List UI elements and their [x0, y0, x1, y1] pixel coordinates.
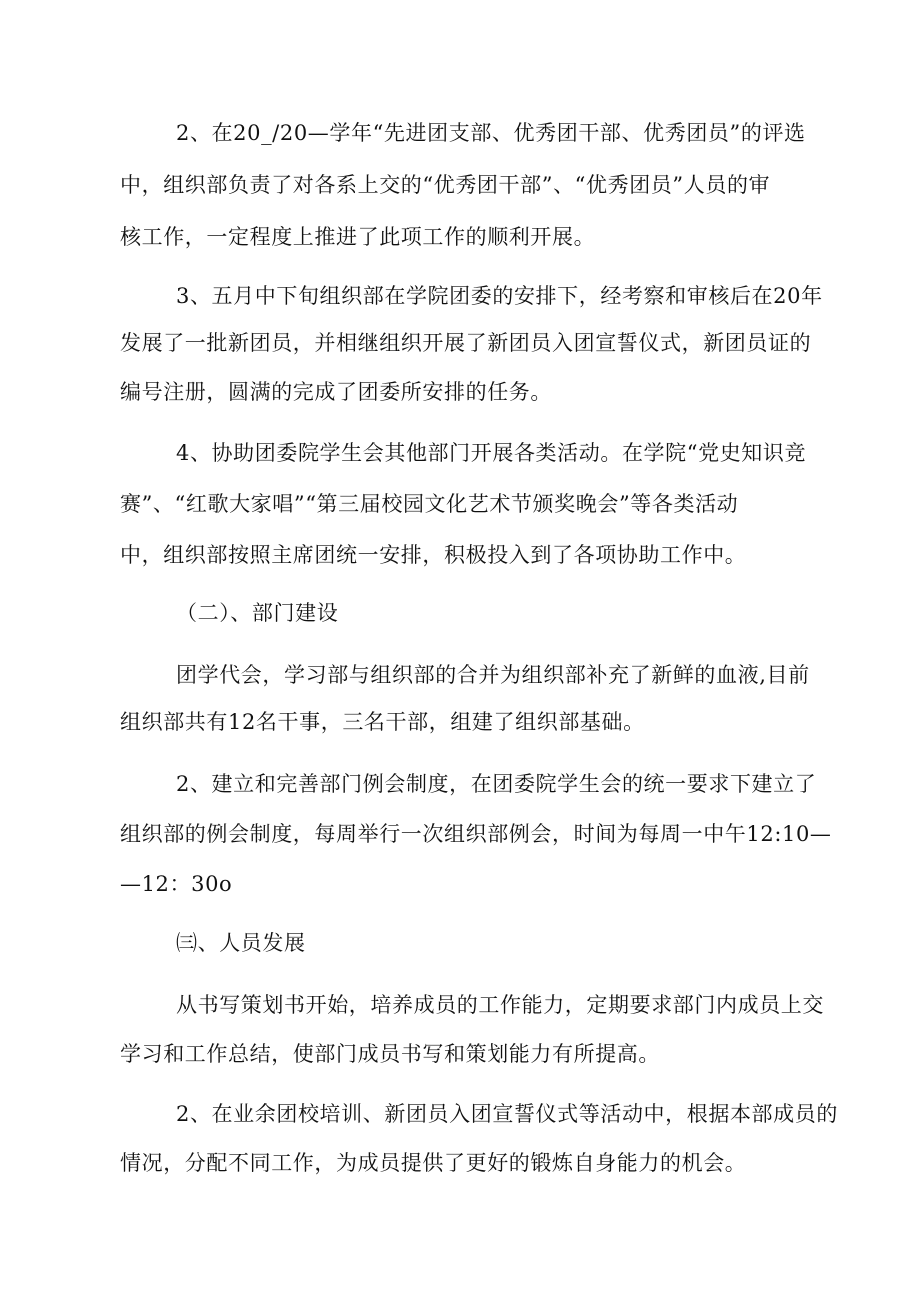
text-line: 核工作，一定程度上推进了此项工作的顺利开展。 — [120, 225, 596, 249]
text-line: 组织部的例会制度，每周举行一次组织部例会，时间为每周一中午12:10— — [120, 822, 832, 846]
section-heading: （二）、部门建设 — [176, 601, 339, 625]
text-line: 2、在业余团校培训、新团员入团宣誓仪式等活动中，根据本部成员的 — [176, 1102, 838, 1126]
text-line: 2、建立和完善部门例会制度，在团委院学生会的统一要求下建立了 — [176, 772, 817, 796]
text-line: —12：30o — [120, 872, 233, 896]
text-line: 编号注册，圆满的完成了团委所安排的任务。 — [120, 380, 552, 404]
text-line: 从书写策划书开始，培养成员的工作能力，定期要求部门内成员上交 — [176, 993, 824, 1017]
text-line: 赛”、“红歌大家唱”“第三届校园文化艺术节颁奖晚会”等各类活动 — [120, 492, 739, 516]
text-line: 2、在20_/20—学年“先进团支部、优秀团干部、优秀团员”的评选 — [176, 121, 806, 145]
text-line: 学习和工作总结，使部门成员书写和策划能力有所提高。 — [120, 1042, 660, 1066]
text-line: 团学代会，学习部与组织部的合并为组织部补充了新鲜的血液,目前 — [176, 663, 810, 687]
text-line: 中，组织部负责了对各系上交的“优秀团干部”、“优秀团员”人员的审 — [120, 173, 771, 197]
text-line: 3、五月中下旬组织部在学院团委的安排下，经考察和审核后在20年 — [176, 284, 823, 308]
text-line: 中，组织部按照主席团统一安排，积极投入到了各项协助工作中。 — [120, 543, 747, 567]
text-line: 情况，分配不同工作，为成员提供了更好的锻炼自身能力的机会。 — [120, 1151, 747, 1175]
section-heading: ㈢、人员发展 — [176, 931, 306, 955]
text-line: 4、协助团委院学生会其他部门开展各类活动。在学院“党史知识竞 — [176, 441, 807, 465]
text-line: 发展了一批新团员，并相继组织开展了新团员入团宣誓仪式，新团员证的 — [120, 331, 812, 355]
text-line: 组织部共有12名干事，三名干部，组建了组织部基础。 — [120, 710, 645, 734]
